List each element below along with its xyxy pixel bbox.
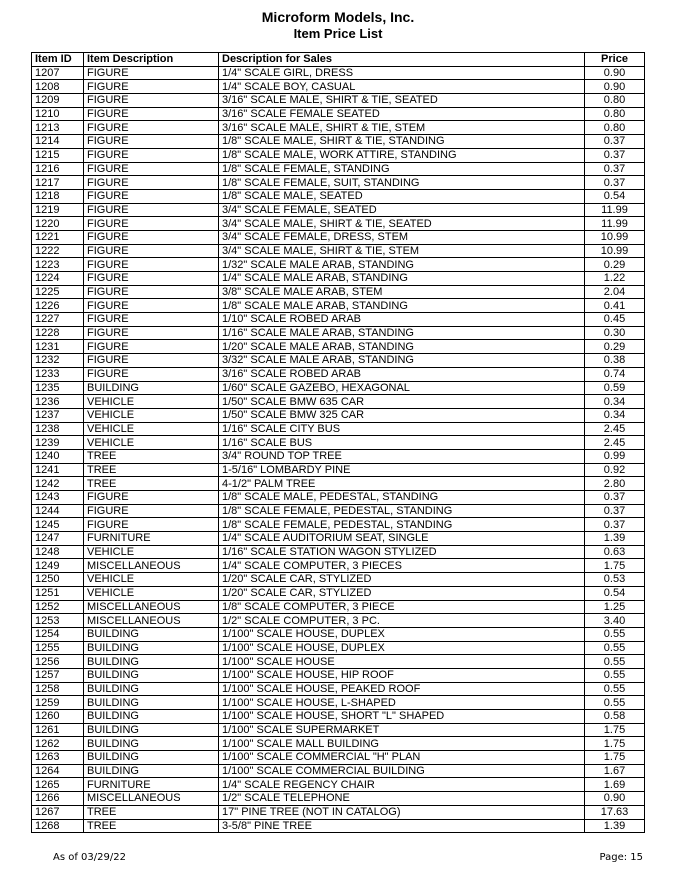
item-description-cell: FIGURE xyxy=(84,354,219,368)
price-cell: 0.80 xyxy=(585,107,645,121)
price-cell: 0.55 xyxy=(585,682,645,696)
sales-description-cell: 1/100" SCALE HOUSE xyxy=(219,655,585,669)
item-description-cell: FIGURE xyxy=(84,135,219,149)
item-id-cell: 1268 xyxy=(32,819,84,833)
item-id-cell: 1209 xyxy=(32,94,84,108)
item-id-cell: 1220 xyxy=(32,217,84,231)
table-row xyxy=(32,422,645,436)
item-description-cell: BUILDING xyxy=(84,641,219,655)
item-id-cell: 1237 xyxy=(32,408,84,422)
table-row xyxy=(32,121,645,135)
price-cell: 0.58 xyxy=(585,710,645,724)
item-description-cell: BUILDING xyxy=(84,723,219,737)
price-cell: 0.34 xyxy=(585,395,645,409)
sales-description-cell: 3/32" SCALE MALE ARAB, STANDING xyxy=(219,354,585,368)
item-description-cell: TREE xyxy=(84,463,219,477)
item-description-cell: FIGURE xyxy=(84,80,219,94)
sales-description-cell: 1/8" SCALE COMPUTER, 3 PIECE xyxy=(219,600,585,614)
item-description-cell: FIGURE xyxy=(84,176,219,190)
price-cell: 0.90 xyxy=(585,80,645,94)
item-id-cell: 1258 xyxy=(32,682,84,696)
item-description-cell: FIGURE xyxy=(84,340,219,354)
table-row xyxy=(32,176,645,190)
price-cell: 0.29 xyxy=(585,258,645,272)
table-row xyxy=(32,641,645,655)
price-cell: 0.55 xyxy=(585,627,645,641)
table-row xyxy=(32,340,645,354)
sales-description-cell: 1/16" SCALE STATION WAGON STYLIZED xyxy=(219,545,585,559)
item-id-cell: 1223 xyxy=(32,258,84,272)
item-description-cell: TREE xyxy=(84,819,219,833)
item-id-cell: 1250 xyxy=(32,573,84,587)
table-row xyxy=(32,189,645,203)
price-cell: 0.74 xyxy=(585,367,645,381)
price-cell: 0.55 xyxy=(585,696,645,710)
item-description-cell: VEHICLE xyxy=(84,395,219,409)
price-cell: 0.55 xyxy=(585,655,645,669)
table-row xyxy=(32,326,645,340)
item-description-cell: BUILDING xyxy=(84,668,219,682)
price-cell: 0.90 xyxy=(585,792,645,806)
table-row xyxy=(32,477,645,491)
sales-description-cell: 1/60" SCALE GAZEBO, HEXAGONAL xyxy=(219,381,585,395)
item-id-cell: 1261 xyxy=(32,723,84,737)
item-description-cell: FIGURE xyxy=(84,518,219,532)
sales-description-cell: 1/4" SCALE AUDITORIUM SEAT, SINGLE xyxy=(219,532,585,546)
item-id-cell: 1218 xyxy=(32,189,84,203)
item-id-cell: 1249 xyxy=(32,559,84,573)
item-description-cell: VEHICLE xyxy=(84,586,219,600)
item-description-cell: BUILDING xyxy=(84,696,219,710)
price-cell: 0.37 xyxy=(585,518,645,532)
table-row xyxy=(32,395,645,409)
item-description-cell: MISCELLANEOUS xyxy=(84,614,219,628)
item-description-cell: BUILDING xyxy=(84,710,219,724)
item-description-cell: FIGURE xyxy=(84,504,219,518)
table-row xyxy=(32,723,645,737)
table-row xyxy=(32,449,645,463)
sales-description-cell: 17" PINE TREE (NOT IN CATALOG) xyxy=(219,805,585,819)
table-row xyxy=(32,94,645,108)
item-description-cell: BUILDING xyxy=(84,751,219,765)
item-description-cell: FIGURE xyxy=(84,230,219,244)
item-id-cell: 1242 xyxy=(32,477,84,491)
item-id-cell: 1252 xyxy=(32,600,84,614)
table-row xyxy=(32,696,645,710)
item-description-cell: BUILDING xyxy=(84,655,219,669)
table-row xyxy=(32,162,645,176)
item-description-cell: MISCELLANEOUS xyxy=(84,559,219,573)
item-description-cell: MISCELLANEOUS xyxy=(84,792,219,806)
item-id-cell: 1248 xyxy=(32,545,84,559)
sales-description-cell: 3/8" SCALE MALE ARAB, STEM xyxy=(219,285,585,299)
table-row xyxy=(32,367,645,381)
item-id-cell: 1267 xyxy=(32,805,84,819)
sales-description-cell: 3/4" SCALE FEMALE, DRESS, STEM xyxy=(219,230,585,244)
table-row xyxy=(32,668,645,682)
item-description-cell: FIGURE xyxy=(84,491,219,505)
sales-description-cell: 1/4" SCALE REGENCY CHAIR xyxy=(219,778,585,792)
price-cell: 0.41 xyxy=(585,299,645,313)
item-description-cell: FIGURE xyxy=(84,121,219,135)
table-row xyxy=(32,805,645,819)
item-id-cell: 1239 xyxy=(32,436,84,450)
table-row xyxy=(32,230,645,244)
price-cell: 0.34 xyxy=(585,408,645,422)
item-description-cell: FIGURE xyxy=(84,367,219,381)
sales-description-cell: 1/8" SCALE MALE, SHIRT & TIE, STANDING xyxy=(219,135,585,149)
table-row xyxy=(32,532,645,546)
sales-description-cell: 1/8" SCALE MALE, WORK ATTIRE, STANDING xyxy=(219,148,585,162)
item-id-cell: 1210 xyxy=(32,107,84,121)
table-row xyxy=(32,107,645,121)
item-description-cell: BUILDING xyxy=(84,737,219,751)
page-subtitle: Item Price List xyxy=(293,26,383,41)
table-row xyxy=(32,258,645,272)
item-id-cell: 1226 xyxy=(32,299,84,313)
sales-description-cell: 1/50" SCALE BMW 635 CAR xyxy=(219,395,585,409)
item-description-cell: FIGURE xyxy=(84,107,219,121)
price-cell: 0.38 xyxy=(585,354,645,368)
table-row xyxy=(32,792,645,806)
sales-description-cell: 1/8" SCALE FEMALE, PEDESTAL, STANDING xyxy=(219,504,585,518)
item-description-cell: VEHICLE xyxy=(84,545,219,559)
price-cell: 2.45 xyxy=(585,436,645,450)
price-cell: 0.55 xyxy=(585,641,645,655)
price-cell: 1.75 xyxy=(585,559,645,573)
table-row xyxy=(32,354,645,368)
table-row xyxy=(32,244,645,258)
table-row xyxy=(32,217,645,231)
sales-description-cell: 1/100" SCALE COMMERCIAL BUILDING xyxy=(219,764,585,778)
price-cell: 0.63 xyxy=(585,545,645,559)
sales-description-cell: 1/16" SCALE MALE ARAB, STANDING xyxy=(219,326,585,340)
table-row xyxy=(32,203,645,217)
item-id-cell: 1243 xyxy=(32,491,84,505)
price-cell: 0.54 xyxy=(585,189,645,203)
price-cell: 0.99 xyxy=(585,449,645,463)
price-cell: 0.30 xyxy=(585,326,645,340)
price-cell: 0.90 xyxy=(585,66,645,80)
price-cell: 1.39 xyxy=(585,532,645,546)
table-row xyxy=(32,313,645,327)
item-description-cell: FIGURE xyxy=(84,244,219,258)
price-cell: 1.25 xyxy=(585,600,645,614)
table-row xyxy=(32,573,645,587)
sales-description-cell: 3/16" SCALE ROBED ARAB xyxy=(219,367,585,381)
sales-description-cell: 1/100" SCALE HOUSE, DUPLEX xyxy=(219,627,585,641)
table-row xyxy=(32,299,645,313)
column-header-item-id: Item ID xyxy=(32,53,84,67)
sales-description-cell: 3/4" SCALE MALE, SHIRT & TIE, SEATED xyxy=(219,217,585,231)
table-row xyxy=(32,627,645,641)
price-cell: 0.80 xyxy=(585,94,645,108)
price-cell: 0.80 xyxy=(585,121,645,135)
sales-description-cell: 1/8" SCALE FEMALE, PEDESTAL, STANDING xyxy=(219,518,585,532)
table-row xyxy=(32,381,645,395)
item-id-cell: 1266 xyxy=(32,792,84,806)
company-title: Microform Models, Inc. xyxy=(261,9,415,25)
price-cell: 1.75 xyxy=(585,751,645,765)
item-description-cell: FIGURE xyxy=(84,189,219,203)
item-description-cell: BUILDING xyxy=(84,764,219,778)
table-row xyxy=(32,586,645,600)
item-id-cell: 1235 xyxy=(32,381,84,395)
item-description-cell: FURNITURE xyxy=(84,778,219,792)
column-header-price: Price xyxy=(585,53,645,67)
sales-description-cell: 1-5/16" LOMBARDY PINE xyxy=(219,463,585,477)
table-row xyxy=(32,463,645,477)
item-id-cell: 1227 xyxy=(32,313,84,327)
price-cell: 0.53 xyxy=(585,573,645,587)
item-id-cell: 1254 xyxy=(32,627,84,641)
price-cell: 0.45 xyxy=(585,313,645,327)
item-id-cell: 1256 xyxy=(32,655,84,669)
price-list-table xyxy=(31,52,645,833)
sales-description-cell: 1/20" SCALE CAR, STYLIZED xyxy=(219,586,585,600)
item-id-cell: 1214 xyxy=(32,135,84,149)
item-id-cell: 1233 xyxy=(32,367,84,381)
sales-description-cell: 3/16" SCALE MALE, SHIRT & TIE, SEATED xyxy=(219,94,585,108)
price-cell: 11.99 xyxy=(585,203,645,217)
sales-description-cell: 3-5/8" PINE TREE xyxy=(219,819,585,833)
item-description-cell: FIGURE xyxy=(84,258,219,272)
table-row xyxy=(32,135,645,149)
as-of-date: As of 03/29/22 xyxy=(53,852,126,863)
sales-description-cell: 1/100" SCALE COMMERCIAL "H" PLAN xyxy=(219,751,585,765)
sales-description-cell: 1/10" SCALE ROBED ARAB xyxy=(219,313,585,327)
sales-description-cell: 1/4" SCALE MALE ARAB, STANDING xyxy=(219,272,585,286)
sales-description-cell: 1/20" SCALE MALE ARAB, STANDING xyxy=(219,340,585,354)
table-row xyxy=(32,518,645,532)
table-row xyxy=(32,559,645,573)
price-cell: 0.92 xyxy=(585,463,645,477)
item-id-cell: 1241 xyxy=(32,463,84,477)
item-id-cell: 1247 xyxy=(32,532,84,546)
price-cell: 2.04 xyxy=(585,285,645,299)
price-cell: 2.80 xyxy=(585,477,645,491)
item-id-cell: 1208 xyxy=(32,80,84,94)
item-description-cell: FIGURE xyxy=(84,217,219,231)
item-description-cell: VEHICLE xyxy=(84,573,219,587)
price-cell: 1.39 xyxy=(585,819,645,833)
item-id-cell: 1253 xyxy=(32,614,84,628)
table-row xyxy=(32,655,645,669)
price-cell: 17.63 xyxy=(585,805,645,819)
sales-description-cell: 1/32" SCALE MALE ARAB, STANDING xyxy=(219,258,585,272)
price-cell: 2.45 xyxy=(585,422,645,436)
item-id-cell: 1238 xyxy=(32,422,84,436)
item-id-cell: 1236 xyxy=(32,395,84,409)
price-cell: 3.40 xyxy=(585,614,645,628)
item-description-cell: FIGURE xyxy=(84,94,219,108)
table-row xyxy=(32,545,645,559)
item-id-cell: 1225 xyxy=(32,285,84,299)
item-id-cell: 1263 xyxy=(32,751,84,765)
item-id-cell: 1216 xyxy=(32,162,84,176)
item-description-cell: BUILDING xyxy=(84,381,219,395)
table-row xyxy=(32,764,645,778)
item-id-cell: 1217 xyxy=(32,176,84,190)
price-cell: 0.37 xyxy=(585,491,645,505)
item-description-cell: BUILDING xyxy=(84,627,219,641)
price-cell: 10.99 xyxy=(585,230,645,244)
table-header-row xyxy=(32,53,645,67)
price-cell: 11.99 xyxy=(585,217,645,231)
item-id-cell: 1215 xyxy=(32,148,84,162)
price-cell: 0.54 xyxy=(585,586,645,600)
item-description-cell: FIGURE xyxy=(84,148,219,162)
price-cell: 1.22 xyxy=(585,272,645,286)
table-row xyxy=(32,148,645,162)
table-row xyxy=(32,436,645,450)
item-id-cell: 1222 xyxy=(32,244,84,258)
sales-description-cell: 1/100" SCALE HOUSE, L-SHAPED xyxy=(219,696,585,710)
sales-description-cell: 1/100" SCALE HOUSE, PEAKED ROOF xyxy=(219,682,585,696)
table-row xyxy=(32,80,645,94)
item-id-cell: 1260 xyxy=(32,710,84,724)
price-cell: 0.59 xyxy=(585,381,645,395)
item-description-cell: TREE xyxy=(84,805,219,819)
table-row xyxy=(32,272,645,286)
sales-description-cell: 4-1/2" PALM TREE xyxy=(219,477,585,491)
table-row xyxy=(32,600,645,614)
item-id-cell: 1259 xyxy=(32,696,84,710)
table-row xyxy=(32,491,645,505)
sales-description-cell: 1/100" SCALE HOUSE, HIP ROOF xyxy=(219,668,585,682)
item-description-cell: VEHICLE xyxy=(84,436,219,450)
sales-description-cell: 1/20" SCALE CAR, STYLIZED xyxy=(219,573,585,587)
item-id-cell: 1262 xyxy=(32,737,84,751)
item-description-cell: FIGURE xyxy=(84,66,219,80)
item-description-cell: FIGURE xyxy=(84,285,219,299)
item-id-cell: 1231 xyxy=(32,340,84,354)
table-row xyxy=(32,504,645,518)
price-cell: 1.75 xyxy=(585,723,645,737)
sales-description-cell: 1/2" SCALE COMPUTER, 3 PC. xyxy=(219,614,585,628)
sales-description-cell: 1/8" SCALE MALE, SEATED xyxy=(219,189,585,203)
table-row xyxy=(32,682,645,696)
item-id-cell: 1224 xyxy=(32,272,84,286)
sales-description-cell: 1/100" SCALE MALL BUILDING xyxy=(219,737,585,751)
item-description-cell: FURNITURE xyxy=(84,532,219,546)
column-header-description-for-sales: Description for Sales xyxy=(219,53,585,67)
table-row xyxy=(32,778,645,792)
price-cell: 0.55 xyxy=(585,668,645,682)
sales-description-cell: 1/8" SCALE MALE, PEDESTAL, STANDING xyxy=(219,491,585,505)
price-cell: 0.29 xyxy=(585,340,645,354)
sales-description-cell: 1/8" SCALE FEMALE, SUIT, STANDING xyxy=(219,176,585,190)
table-row xyxy=(32,614,645,628)
sales-description-cell: 3/16" SCALE FEMALE SEATED xyxy=(219,107,585,121)
sales-description-cell: 3/16" SCALE MALE, SHIRT & TIE, STEM xyxy=(219,121,585,135)
sales-description-cell: 1/50" SCALE BMW 325 CAR xyxy=(219,408,585,422)
price-cell: 0.37 xyxy=(585,162,645,176)
price-cell: 1.69 xyxy=(585,778,645,792)
item-description-cell: FIGURE xyxy=(84,203,219,217)
item-description-cell: FIGURE xyxy=(84,162,219,176)
item-id-cell: 1207 xyxy=(32,66,84,80)
item-id-cell: 1213 xyxy=(32,121,84,135)
item-id-cell: 1221 xyxy=(32,230,84,244)
sales-description-cell: 3/4" SCALE FEMALE, SEATED xyxy=(219,203,585,217)
sales-description-cell: 1/4" SCALE BOY, CASUAL xyxy=(219,80,585,94)
sales-description-cell: 1/100" SCALE HOUSE, SHORT "L" SHAPED xyxy=(219,710,585,724)
item-description-cell: FIGURE xyxy=(84,272,219,286)
sales-description-cell: 1/8" SCALE FEMALE, STANDING xyxy=(219,162,585,176)
page-number: Page: 15 xyxy=(599,852,643,863)
item-id-cell: 1255 xyxy=(32,641,84,655)
table-row xyxy=(32,737,645,751)
sales-description-cell: 1/4" SCALE GIRL, DRESS xyxy=(219,66,585,80)
item-id-cell: 1228 xyxy=(32,326,84,340)
item-description-cell: TREE xyxy=(84,449,219,463)
item-description-cell: FIGURE xyxy=(84,326,219,340)
item-id-cell: 1264 xyxy=(32,764,84,778)
item-description-cell: BUILDING xyxy=(84,682,219,696)
price-cell: 10.99 xyxy=(585,244,645,258)
item-id-cell: 1257 xyxy=(32,668,84,682)
sales-description-cell: 1/100" SCALE SUPERMARKET xyxy=(219,723,585,737)
table-row xyxy=(32,408,645,422)
item-description-cell: FIGURE xyxy=(84,313,219,327)
item-id-cell: 1245 xyxy=(32,518,84,532)
table-row xyxy=(32,66,645,80)
table-row xyxy=(32,751,645,765)
item-id-cell: 1244 xyxy=(32,504,84,518)
price-cell: 0.37 xyxy=(585,148,645,162)
item-description-cell: TREE xyxy=(84,477,219,491)
price-cell: 1.67 xyxy=(585,764,645,778)
sales-description-cell: 1/2" SCALE TELEPHONE xyxy=(219,792,585,806)
sales-description-cell: 1/16" SCALE CITY BUS xyxy=(219,422,585,436)
sales-description-cell: 1/4" SCALE COMPUTER, 3 PIECES xyxy=(219,559,585,573)
item-id-cell: 1219 xyxy=(32,203,84,217)
sales-description-cell: 3/4" ROUND TOP TREE xyxy=(219,449,585,463)
sales-description-cell: 1/16" SCALE BUS xyxy=(219,436,585,450)
table-body xyxy=(32,66,645,833)
item-description-cell: VEHICLE xyxy=(84,422,219,436)
sales-description-cell: 3/4" SCALE MALE, SHIRT & TIE, STEM xyxy=(219,244,585,258)
sales-description-cell: 1/8" SCALE MALE ARAB, STANDING xyxy=(219,299,585,313)
table-row xyxy=(32,710,645,724)
price-cell: 0.37 xyxy=(585,504,645,518)
sales-description-cell: 1/100" SCALE HOUSE, DUPLEX xyxy=(219,641,585,655)
price-cell: 1.75 xyxy=(585,737,645,751)
price-cell: 0.37 xyxy=(585,176,645,190)
item-id-cell: 1232 xyxy=(32,354,84,368)
item-description-cell: MISCELLANEOUS xyxy=(84,600,219,614)
item-id-cell: 1240 xyxy=(32,449,84,463)
table-row xyxy=(32,285,645,299)
item-description-cell: VEHICLE xyxy=(84,408,219,422)
price-cell: 0.37 xyxy=(585,135,645,149)
item-id-cell: 1251 xyxy=(32,586,84,600)
item-description-cell: FIGURE xyxy=(84,299,219,313)
column-header-item-description: Item Description xyxy=(84,53,219,67)
item-id-cell: 1265 xyxy=(32,778,84,792)
table-row xyxy=(32,819,645,833)
